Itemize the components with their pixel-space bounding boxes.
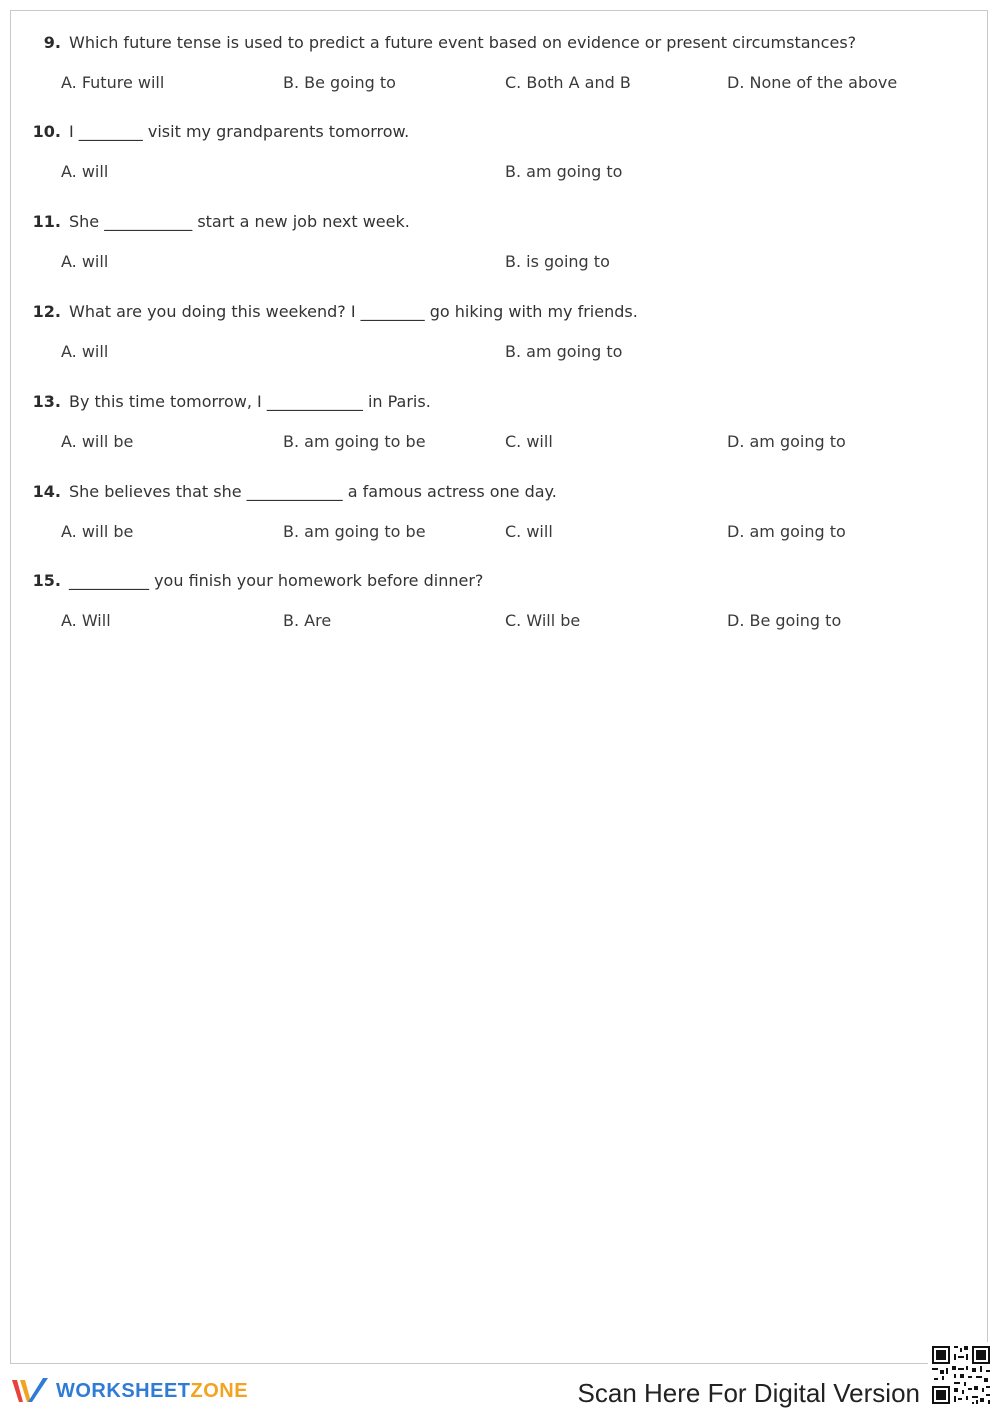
question-14	[27, 480, 977, 544]
question-text: She ___________ start a new job next week.	[69, 212, 410, 231]
answer-options	[27, 71, 977, 95]
option-d[interactable]: D. am going to	[727, 432, 846, 451]
option-a[interactable]: A. will	[61, 162, 109, 181]
option-b[interactable]: B. Are	[283, 611, 332, 630]
option-d[interactable]: D. None of the above	[727, 73, 898, 92]
option-c[interactable]: C. will	[505, 522, 553, 541]
option-a[interactable]: A. will be	[61, 432, 134, 451]
answer-options	[27, 609, 977, 633]
question-number: 13.	[32, 392, 61, 411]
option-a[interactable]: A. will be	[61, 522, 134, 541]
question-text: I ________ visit my grandparents tomorrow.	[69, 122, 410, 141]
answer-options	[27, 520, 977, 544]
logo-wordmark	[56, 1380, 248, 1403]
question-number: 11.	[32, 212, 61, 231]
option-d[interactable]: D. am going to	[727, 522, 846, 541]
answer-options	[27, 250, 977, 274]
option-c[interactable]: C. will	[505, 432, 553, 451]
option-b[interactable]: B. Be going to	[283, 73, 396, 92]
option-b[interactable]: B. am going to	[505, 162, 623, 181]
option-c[interactable]: C. Both A and B	[505, 73, 631, 92]
question-13	[27, 390, 977, 454]
answer-options	[27, 430, 977, 454]
qr-code-icon[interactable]	[928, 1342, 994, 1408]
logo-text-zone: ZONE	[190, 1379, 249, 1402]
answer-options	[27, 160, 977, 184]
worksheet-page	[10, 10, 988, 1364]
worksheetzone-logo[interactable]	[10, 1374, 248, 1408]
question-number: 14.	[32, 482, 61, 501]
option-a[interactable]: A. Future will	[61, 73, 165, 92]
option-b[interactable]: B. is going to	[505, 252, 610, 271]
answer-options	[27, 340, 977, 364]
option-d[interactable]: D. Be going to	[727, 611, 842, 630]
question-number: 9.	[43, 33, 61, 52]
question-10	[27, 120, 977, 184]
option-a[interactable]: A. Will	[61, 611, 111, 630]
question-12	[27, 300, 977, 364]
question-15	[27, 569, 977, 633]
question-text: Which future tense is used to predict a future event based on evidence or present circumstances?	[69, 33, 857, 52]
option-b[interactable]: B. am going to be	[283, 432, 426, 451]
question-text: By this time tomorrow, I ____________ in Paris.	[69, 392, 431, 411]
question-text: What are you doing this weekend? I ________ go hiking with my friends.	[69, 302, 638, 321]
question-text: __________ you finish your homework before dinner?	[69, 571, 484, 590]
option-c[interactable]: C. Will be	[505, 611, 581, 630]
question-number: 12.	[32, 302, 61, 321]
question-11	[27, 210, 977, 274]
option-a[interactable]: A. will	[61, 342, 109, 361]
option-a[interactable]: A. will	[61, 252, 109, 271]
question-9	[27, 31, 977, 95]
question-number: 10.	[32, 122, 61, 141]
question-number: 15.	[32, 571, 61, 590]
logo-text-worksheet: WORKSHEET	[56, 1379, 191, 1402]
worksheetzone-logo-icon	[10, 1374, 52, 1408]
page-footer	[0, 1366, 1000, 1414]
question-text: She believes that she ____________ a famous actress one day.	[69, 482, 557, 501]
option-b[interactable]: B. am going to	[505, 342, 623, 361]
option-b[interactable]: B. am going to be	[283, 522, 426, 541]
scan-instruction: Scan Here For Digital Version	[577, 1378, 920, 1408]
